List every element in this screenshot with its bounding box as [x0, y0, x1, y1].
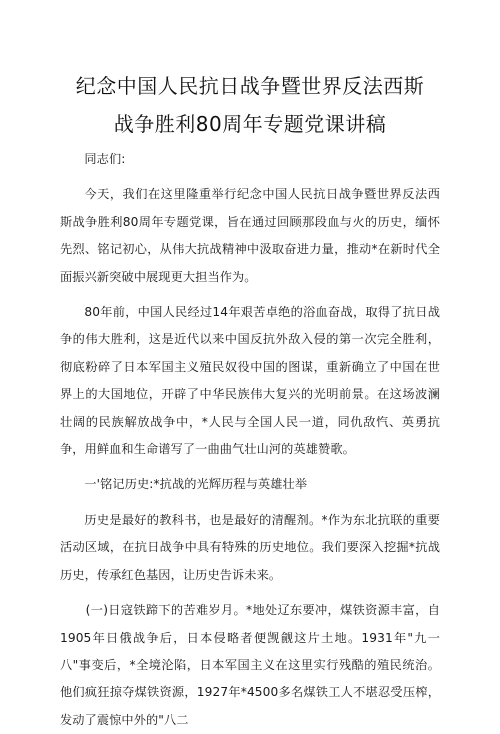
salutation: 同志们: [84, 152, 126, 166]
paragraph-subsection-1: (一)日寇铁蹄下的苦难岁月。*地处辽东要冲，煤铁资源丰富，自1905年日俄战争后，日本侵略者便觊觎这片土地。1931年"九一八"事变后，*全境沦陷，日本军国主义在这里实行残酷的殖民统治。他们疯狂掠夺煤铁资源，1927年*4500多名煤铁工人不堪忍受压榨，发动了震惊中外的"八二 [60, 603, 440, 727]
document-title-line-1: 纪念中国人民抗日战争暨世界反法西斯 [75, 74, 425, 98]
section-heading-1: 一'铭记历史:*抗战的光辉历程与英雄壮举 [84, 477, 308, 492]
paragraph-history: 80年前，中国人民经过14年艰苦卓绝的浴血奋战，取得了抗日战争的伟大胜利，这是近代以来中国反抗外敌入侵的第一次完全胜利，彻底粉碎了日本军国主义殖民奴役中国的图谋，重新确立了中国在世界上的大国地位，开辟了中华民族伟大复兴的光明前景。在这场波澜壮阔的民族解放战争中，*人民与全国人民一道，同仇敌忾、英勇抗争，用鲜血和生命谱写了一曲曲气壮山河的英雄赞歌。 [60, 305, 440, 457]
document-title-line-2: 战争胜利80周年专题党课讲稿 [113, 112, 387, 136]
paragraph-intro: 今天，我们在这里隆重举行纪念中国人民抗日战争暨世界反法西斯战争胜利80周年专题党课，旨在通过回顾那段血与火的历史，缅怀先烈、铭记初心，从伟大抗战精神中汲取奋进力量，推动*在新时代全面振兴新突破中展现更大担当作为。 [60, 187, 440, 284]
document-body [60, 146, 440, 734]
paragraph-section-1-intro: 历史是最好的教科书，也是最好的清醒剂。*作为东北抗联的重要活动区域，在抗日战争中具有特殊的历史地位。我们要深入挖掘*抗战历史，传承红色基因，让历史告诉未来。 [60, 512, 440, 582]
